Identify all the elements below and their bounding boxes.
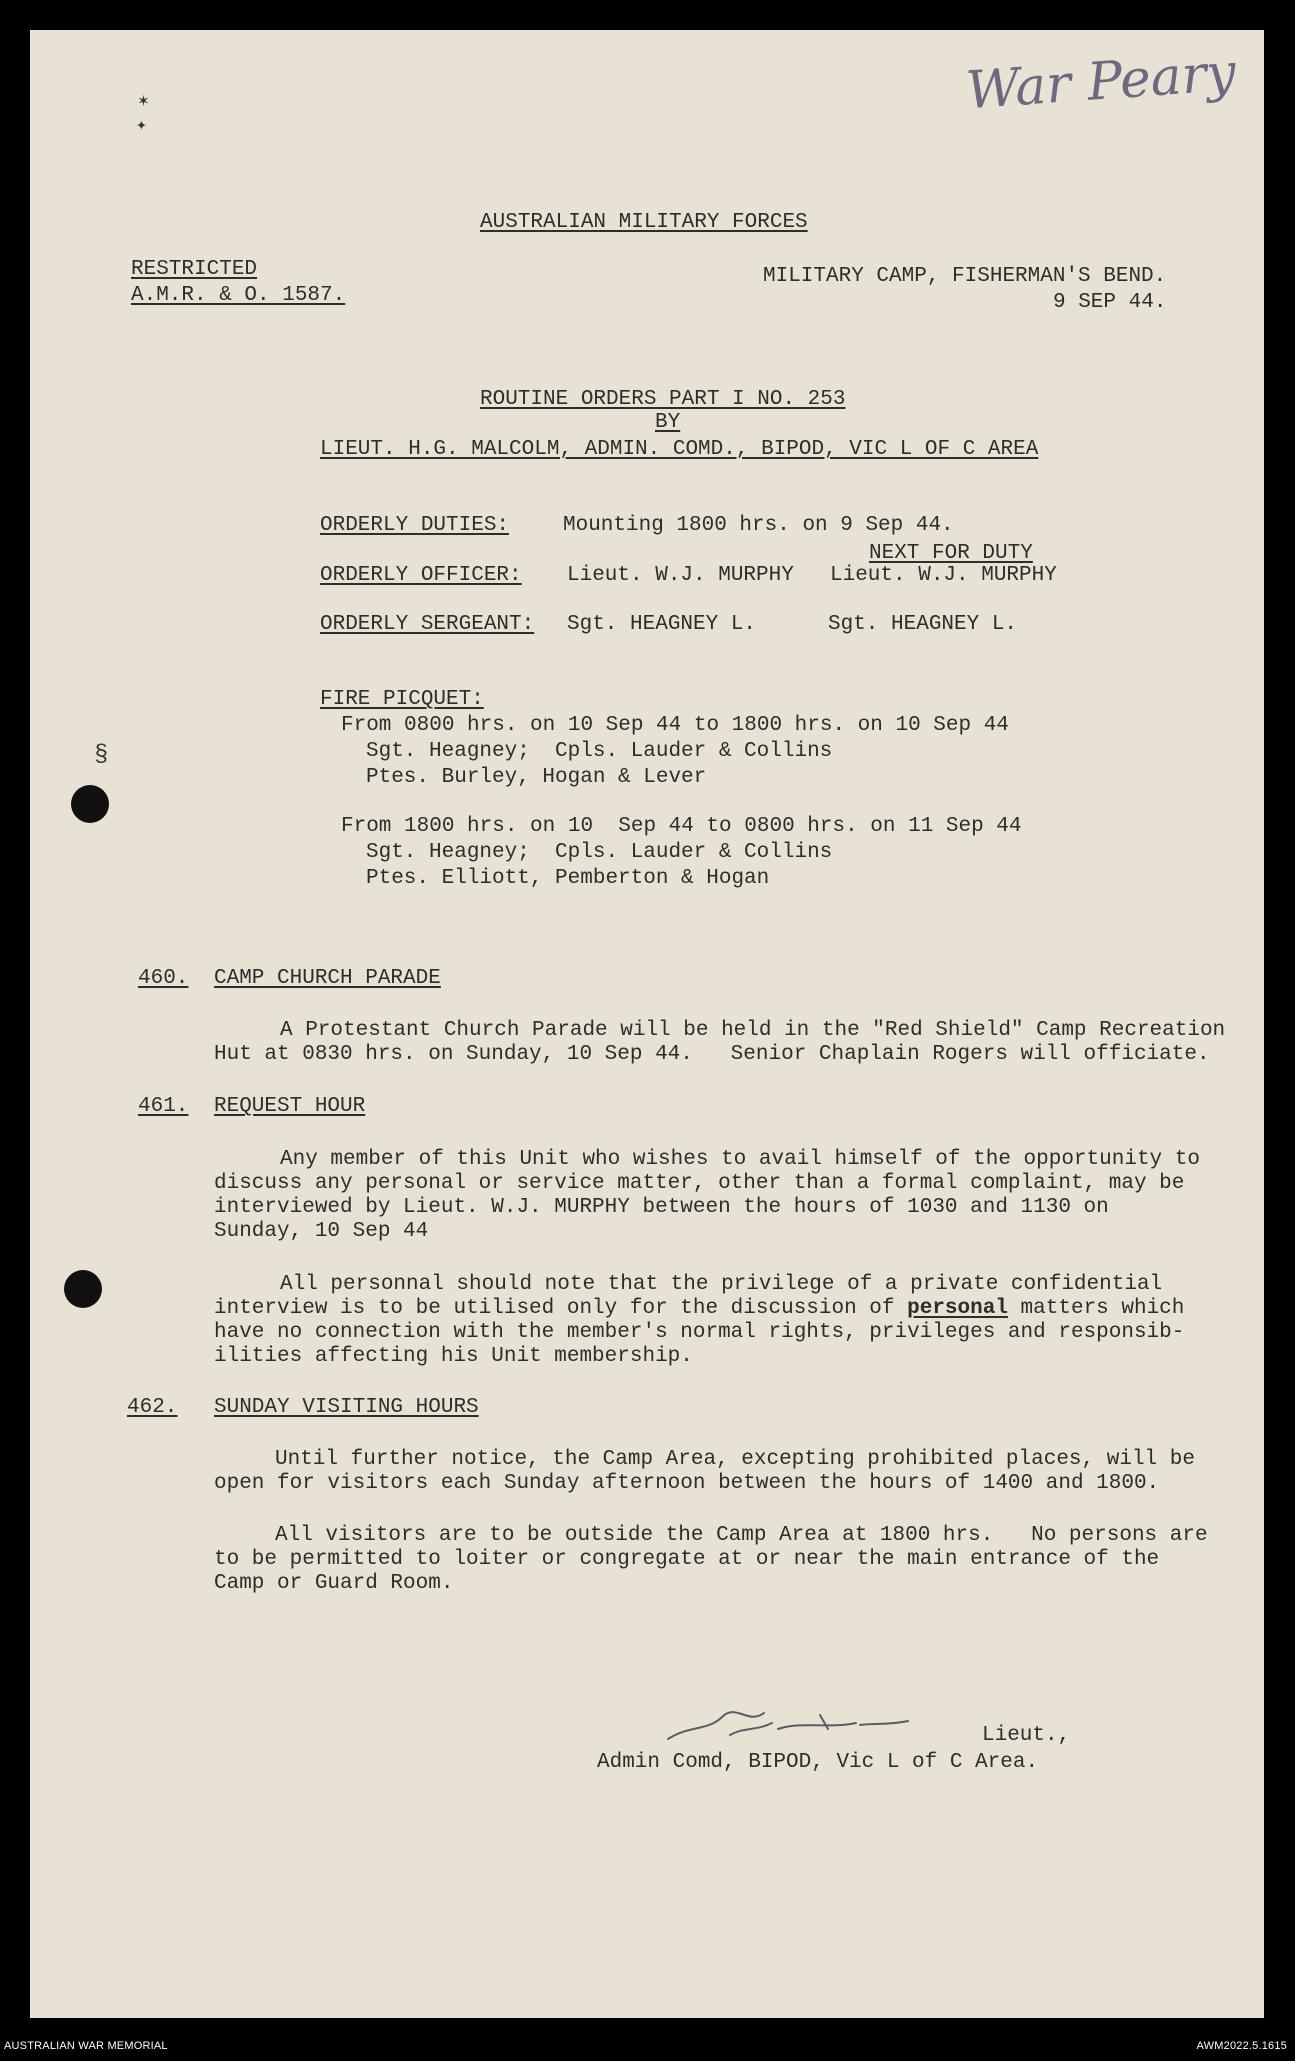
mounting-time: Mounting 1800 hrs. on 9 Sep 44.	[563, 514, 954, 537]
document-date: 9 SEP 44.	[1053, 291, 1167, 314]
orders-by: BY	[655, 411, 681, 434]
handwritten-note: War Peary	[964, 42, 1238, 122]
document-page	[30, 30, 1264, 2018]
orders-issuer: LIEUT. H.G. MALCOLM, ADMIN. COMD., BIPOD, VIC L OF C AREA	[320, 438, 1039, 461]
text-run: interview is to be utilised only for the discussion of	[214, 1297, 908, 1320]
item-title-church-parade: CAMP CHURCH PARADE	[214, 967, 441, 990]
handwritten-signature	[660, 1695, 920, 1755]
orderly-duties-label: ORDERLY DUTIES:	[320, 514, 510, 537]
next-for-duty-heading: NEXT FOR DUTY	[869, 542, 1033, 565]
fire-picquet-line: Sgt. Heagney; Cpls. Lauder & Collins	[366, 740, 833, 763]
paragraph-line: All visitors are to be outside the Camp Area at 1800 hrs. No persons are	[275, 1524, 1208, 1547]
paragraph-line: discuss any personal or service matter, other than a formal complaint, may be	[214, 1172, 1185, 1195]
paragraph-line: to be permitted to loiter or congregate at or near the main entrance of the	[214, 1548, 1160, 1571]
orderly-officer-label: ORDERLY OFFICER:	[320, 564, 522, 587]
paragraph-line: interviewed by Lieut. W.J. MURPHY between the hours of 1030 and 1130 on	[214, 1196, 1109, 1219]
item-number: 461.	[138, 1095, 189, 1118]
footer-institution: AUSTRALIAN WAR MEMORIAL	[4, 2040, 168, 2052]
signature-rank: Lieut.,	[982, 1724, 1071, 1747]
paragraph-line: ilities affecting his Unit membership.	[214, 1345, 693, 1368]
paragraph-line: open for visitors each Sunday afternoon between the hours of 1400 and 1800.	[214, 1472, 1160, 1495]
emphasised-word: personal	[907, 1297, 1008, 1320]
document-heading: AUSTRALIAN MILITARY FORCES	[480, 211, 808, 234]
paragraph-line: Camp or Guard Room.	[214, 1572, 454, 1595]
signature-block: Admin Comd, BIPOD, Vic L of C Area.	[597, 1751, 1039, 1774]
orderly-sergeant-label: ORDERLY SERGEANT:	[320, 613, 535, 636]
punch-hole	[71, 785, 109, 823]
punch-mark: ✦	[136, 116, 147, 136]
orderly-officer-current: Lieut. W.J. MURPHY	[567, 564, 794, 587]
paragraph-line: Until further notice, the Camp Area, excepting prohibited places, will be	[275, 1448, 1195, 1471]
location: MILITARY CAMP, FISHERMAN'S BEND.	[763, 265, 1167, 288]
orders-title: ROUTINE ORDERS PART I NO. 253	[480, 388, 846, 411]
item-title-visiting-hours: SUNDAY VISITING HOURS	[214, 1396, 479, 1419]
item-title-request-hour: REQUEST HOUR	[214, 1095, 366, 1118]
orderly-officer-next: Lieut. W.J. MURPHY	[830, 564, 1057, 587]
fire-picquet-line: From 1800 hrs. on 10 Sep 44 to 0800 hrs. on 11 Sep 44	[341, 815, 1022, 838]
paragraph-line: Any member of this Unit who wishes to avail himself of the opportunity to	[280, 1148, 1200, 1171]
paragraph-line: All personnal should note that the privilege of a private confidential	[280, 1273, 1163, 1296]
paragraph-line: have no connection with the member's normal rights, privileges and responsib-	[214, 1321, 1185, 1344]
paragraph-line	[214, 1296, 1184, 1321]
orderly-sergeant-current: Sgt. HEAGNEY L.	[567, 613, 757, 636]
fire-picquet-label: FIRE PICQUET:	[320, 688, 484, 711]
paragraph-line: A Protestant Church Parade will be held in the "Red Shield" Camp Recreation	[280, 1019, 1226, 1042]
paragraph-line: Hut at 0830 hrs. on Sunday, 10 Sep 44. Senior Chaplain Rogers will officiate.	[214, 1043, 1210, 1066]
fire-picquet-line: Ptes. Burley, Hogan & Lever	[366, 766, 707, 789]
punch-mark: §	[94, 742, 109, 769]
footer-accession-number: AWM2022.5.1615	[1196, 2040, 1287, 2052]
paragraph-line: Sunday, 10 Sep 44	[214, 1220, 429, 1243]
classification: RESTRICTED	[131, 258, 258, 281]
item-number: 460.	[138, 967, 189, 990]
fire-picquet-line: Ptes. Elliott, Pemberton & Hogan	[366, 867, 770, 890]
fire-picquet-line: From 0800 hrs. on 10 Sep 44 to 1800 hrs. on 10 Sep 44	[341, 714, 1009, 737]
item-number: 462.	[127, 1396, 178, 1419]
text-run: matters which	[1007, 1297, 1185, 1320]
punch-hole	[64, 1270, 102, 1308]
amr-reference: A.M.R. & O. 1587.	[131, 284, 346, 307]
punch-mark: ✶	[138, 92, 149, 112]
orderly-sergeant-next: Sgt. HEAGNEY L.	[828, 613, 1018, 636]
fire-picquet-line: Sgt. Heagney; Cpls. Lauder & Collins	[366, 841, 833, 864]
